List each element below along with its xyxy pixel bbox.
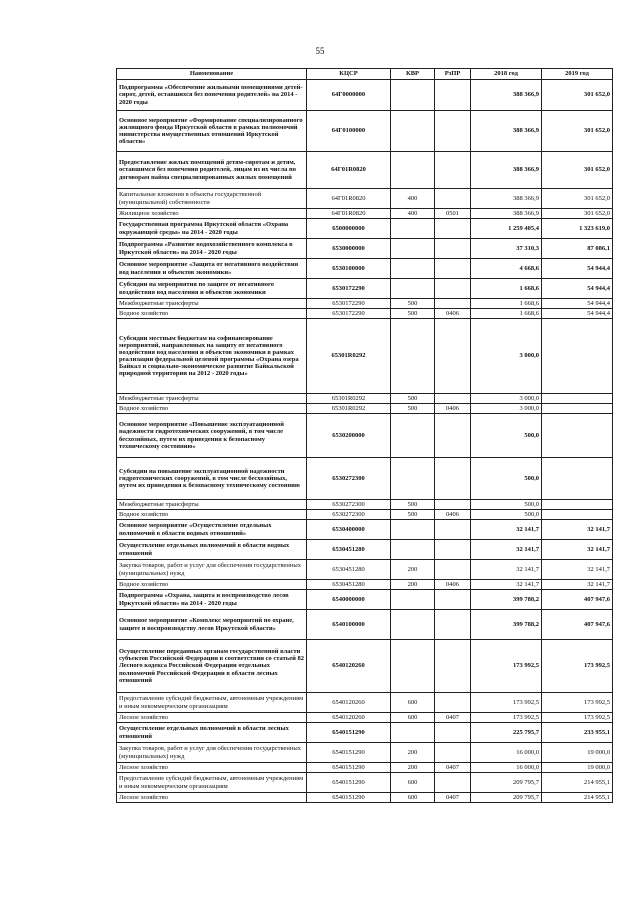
row-name-cell: Субсидии на мероприятия по защите от негативного воздействия вод населения и объектов экономики: [117, 279, 307, 299]
row-2018-cell: 388 366,9: [471, 209, 542, 219]
row-kvr-cell: 200: [391, 763, 435, 773]
row-2019-cell: 32 141,7: [542, 580, 613, 590]
table-row: [117, 640, 613, 693]
table-row: [117, 590, 613, 610]
row-name-cell: Межбюджетные трансферты: [117, 500, 307, 510]
row-kvr-cell: 200: [391, 580, 435, 590]
row-name-cell: Водное хозяйство: [117, 510, 307, 520]
row-2019-cell: [542, 414, 613, 458]
row-2019-cell: 301 652,0: [542, 209, 613, 219]
row-kcsr-cell: 64Г0100000: [307, 111, 391, 152]
row-2018-cell: 209 795,7: [471, 773, 542, 793]
row-rzpr-cell: [435, 152, 471, 189]
row-kvr-cell: [391, 111, 435, 152]
row-name-cell: Предоставление субсидий бюджетным, автономным учреждениям и иным некоммерческим организациям: [117, 773, 307, 793]
row-name-cell: Подпрограмма «Обеспечение жильными помещениями детей-сирот, детей, оставшихся без попечения родителей» на 2014 - 2020 годы: [117, 80, 307, 111]
row-2019-cell: 54 944,4: [542, 279, 613, 299]
row-kvr-cell: 600: [391, 793, 435, 803]
row-rzpr-cell: [435, 743, 471, 763]
row-name-cell: Субсидии местным бюджетам на софинансирование мероприятий, направленных на защиту от негативного воздействия вод населения и объектов экономики в рамках реализации федеральной целевой программы «Охрана озера Байкал и социально-экономическое развитие Байкальской природной территории на 2012 - 2020 годы»: [117, 319, 307, 394]
row-name-cell: Основное мероприятие «Осуществление отдельных полномочий в области водных отношений»: [117, 520, 307, 540]
row-name-cell: Предоставление субсидий бюджетным, автономным учреждениям и иным некоммерческим организациям: [117, 693, 307, 713]
row-kcsr-cell: 65301R0292: [307, 394, 391, 404]
row-kcsr-cell: 6530172290: [307, 279, 391, 299]
row-rzpr-cell: 0407: [435, 763, 471, 773]
row-kcsr-cell: 6500000000: [307, 219, 391, 239]
header-kvr: КВР: [391, 69, 435, 80]
row-kvr-cell: 500: [391, 394, 435, 404]
row-2018-cell: 173 992,5: [471, 713, 542, 723]
row-2018-cell: 32 141,7: [471, 560, 542, 580]
row-kvr-cell: [391, 80, 435, 111]
row-2019-cell: 407 947,6: [542, 610, 613, 640]
row-2019-cell: 32 141,7: [542, 560, 613, 580]
row-kcsr-cell: 6530272300: [307, 510, 391, 520]
row-kcsr-cell: 6530451280: [307, 560, 391, 580]
row-kvr-cell: 500: [391, 309, 435, 319]
row-2018-cell: 1 668,6: [471, 309, 542, 319]
row-rzpr-cell: [435, 219, 471, 239]
table-row: [117, 723, 613, 743]
row-kvr-cell: 200: [391, 560, 435, 580]
row-name-cell: Жилищное хозяйство: [117, 209, 307, 219]
row-kcsr-cell: 64Г01R0820: [307, 152, 391, 189]
row-2019-cell: 214 955,1: [542, 793, 613, 803]
row-2018-cell: 388 366,9: [471, 189, 542, 209]
row-2019-cell: [542, 319, 613, 394]
row-rzpr-cell: [435, 279, 471, 299]
row-name-cell: Капитальные вложения в объекты государственной (муниципальной) собственности: [117, 189, 307, 209]
row-kcsr-cell: 6540151290: [307, 793, 391, 803]
row-2018-cell: 500,0: [471, 510, 542, 520]
table-row: [117, 299, 613, 309]
row-rzpr-cell: 0406: [435, 404, 471, 414]
row-name-cell: Осуществление отдельных полномочий в области водных отношений: [117, 540, 307, 560]
row-rzpr-cell: [435, 394, 471, 404]
table-row: [117, 309, 613, 319]
row-2018-cell: 500,0: [471, 458, 542, 500]
row-kcsr-cell: 64Г0000000: [307, 80, 391, 111]
page-number: 55: [315, 46, 325, 56]
row-kcsr-cell: 6540120260: [307, 640, 391, 693]
row-2018-cell: 16 000,0: [471, 743, 542, 763]
row-kcsr-cell: 6530400000: [307, 520, 391, 540]
header-rzpr: РзПР: [435, 69, 471, 80]
row-2019-cell: 173 992,5: [542, 693, 613, 713]
row-2018-cell: 399 788,2: [471, 590, 542, 610]
row-rzpr-cell: [435, 773, 471, 793]
row-kvr-cell: [391, 319, 435, 394]
row-kcsr-cell: 6540151290: [307, 743, 391, 763]
row-2019-cell: [542, 394, 613, 404]
table-row: [117, 239, 613, 259]
row-rzpr-cell: [435, 80, 471, 111]
row-name-cell: Закупка товаров, работ и услуг для обеспечения государственных (муниципальных) нужд: [117, 560, 307, 580]
table-row: [117, 111, 613, 152]
row-rzpr-cell: [435, 520, 471, 540]
row-2018-cell: 173 992,5: [471, 640, 542, 693]
row-kcsr-cell: 6540151290: [307, 723, 391, 743]
row-kvr-cell: [391, 723, 435, 743]
row-rzpr-cell: 0406: [435, 510, 471, 520]
row-2018-cell: 4 668,6: [471, 259, 542, 279]
row-kvr-cell: 500: [391, 510, 435, 520]
row-2019-cell: 54 944,4: [542, 259, 613, 279]
row-name-cell: Государственная программа Иркутской области «Охрана окружающей среды» на 2014 - 2020 годы: [117, 219, 307, 239]
row-2018-cell: 500,0: [471, 500, 542, 510]
row-rzpr-cell: 0501: [435, 209, 471, 219]
row-2018-cell: 37 310,3: [471, 239, 542, 259]
row-rzpr-cell: [435, 239, 471, 259]
row-name-cell: Основное мероприятие «Комплекс мероприятий по охране, защите и воспроизводству лесов Иркутской области»: [117, 610, 307, 640]
row-kvr-cell: [391, 640, 435, 693]
row-name-cell: Водное хозяйство: [117, 404, 307, 414]
header-2018: 2018 год: [471, 69, 542, 80]
row-kvr-cell: 500: [391, 500, 435, 510]
row-rzpr-cell: [435, 111, 471, 152]
row-name-cell: Основное мероприятие «Защита от негативного воздействия вод населения и объектов экономики»: [117, 259, 307, 279]
table-row: [117, 763, 613, 773]
row-2019-cell: [542, 404, 613, 414]
table-row: [117, 520, 613, 540]
table-row: [117, 743, 613, 763]
row-2019-cell: 301 652,0: [542, 80, 613, 111]
row-kcsr-cell: 6540120260: [307, 693, 391, 713]
table-row: [117, 793, 613, 803]
row-kvr-cell: 400: [391, 189, 435, 209]
row-kcsr-cell: 6530000000: [307, 239, 391, 259]
row-name-cell: Лесное хозяйство: [117, 763, 307, 773]
row-2019-cell: 19 000,0: [542, 743, 613, 763]
row-kcsr-cell: 6530200000: [307, 414, 391, 458]
table-row: [117, 773, 613, 793]
row-kvr-cell: 600: [391, 773, 435, 793]
row-kcsr-cell: 6540151290: [307, 773, 391, 793]
row-2019-cell: 87 086,1: [542, 239, 613, 259]
row-kvr-cell: [391, 259, 435, 279]
table-row: [117, 560, 613, 580]
row-kvr-cell: [391, 458, 435, 500]
row-rzpr-cell: 0406: [435, 309, 471, 319]
row-2018-cell: 3 000,0: [471, 319, 542, 394]
row-2019-cell: 301 652,0: [542, 152, 613, 189]
row-rzpr-cell: 0407: [435, 713, 471, 723]
row-name-cell: Водное хозяйство: [117, 580, 307, 590]
row-2019-cell: 54 944,4: [542, 309, 613, 319]
row-kcsr-cell: 64Г01R0820: [307, 189, 391, 209]
row-kvr-cell: [391, 152, 435, 189]
budget-table: [116, 68, 613, 803]
row-rzpr-cell: [435, 500, 471, 510]
row-kcsr-cell: 6530172290: [307, 309, 391, 319]
row-2019-cell: 32 141,7: [542, 520, 613, 540]
row-2018-cell: 32 141,7: [471, 540, 542, 560]
row-name-cell: Субсидии на повышение эксплуатационной надежности гидротехнических сооружений, в том числе бесхозяйных, путем их приведения к безопасному техническому состоянию: [117, 458, 307, 500]
row-kvr-cell: [391, 239, 435, 259]
row-kvr-cell: [391, 219, 435, 239]
row-kvr-cell: 500: [391, 299, 435, 309]
table-row: [117, 510, 613, 520]
row-rzpr-cell: 0407: [435, 793, 471, 803]
row-name-cell: Закупка товаров, работ и услуг для обеспечения государственных (муниципальных) нужд: [117, 743, 307, 763]
row-name-cell: Подпрограмма «Развитие водохозяйственного комплекса в Иркутской области» на 2014 - 2020 годы: [117, 239, 307, 259]
table-row: [117, 259, 613, 279]
table-row: [117, 404, 613, 414]
row-2019-cell: 301 652,0: [542, 111, 613, 152]
row-name-cell: Межбюджетные трансферты: [117, 299, 307, 309]
row-name-cell: Лесное хозяйство: [117, 713, 307, 723]
row-kcsr-cell: 65301R0292: [307, 404, 391, 414]
table-row: [117, 693, 613, 713]
row-2018-cell: 32 141,7: [471, 580, 542, 590]
row-2019-cell: [542, 458, 613, 500]
row-kvr-cell: [391, 279, 435, 299]
row-rzpr-cell: [435, 590, 471, 610]
row-2019-cell: 407 947,6: [542, 590, 613, 610]
row-name-cell: Лесное хозяйство: [117, 793, 307, 803]
row-2018-cell: 3 000,0: [471, 394, 542, 404]
row-rzpr-cell: [435, 723, 471, 743]
row-rzpr-cell: [435, 299, 471, 309]
row-2018-cell: 388 366,9: [471, 80, 542, 111]
row-2018-cell: 173 992,5: [471, 693, 542, 713]
row-2018-cell: 3 000,0: [471, 404, 542, 414]
row-2018-cell: 32 141,7: [471, 520, 542, 540]
row-rzpr-cell: 0406: [435, 580, 471, 590]
row-kcsr-cell: 6540100000: [307, 610, 391, 640]
row-2019-cell: 19 000,0: [542, 763, 613, 773]
row-2019-cell: [542, 510, 613, 520]
row-2018-cell: 1 259 405,4: [471, 219, 542, 239]
table-row: [117, 319, 613, 394]
row-rzpr-cell: [435, 540, 471, 560]
row-name-cell: Осуществление отдельных полномочий в области лесных отношений: [117, 723, 307, 743]
row-kvr-cell: 600: [391, 713, 435, 723]
row-2018-cell: 225 795,7: [471, 723, 542, 743]
table-row: [117, 580, 613, 590]
table-body: [117, 80, 613, 803]
row-2018-cell: 209 795,7: [471, 793, 542, 803]
row-2019-cell: 301 652,0: [542, 189, 613, 209]
row-2019-cell: [542, 500, 613, 510]
row-name-cell: Подпрограмма «Охрана, защита и воспроизводство лесов Иркутской области» на 2014 - 2020 годы: [117, 590, 307, 610]
table-row: [117, 610, 613, 640]
row-kcsr-cell: 6540120260: [307, 713, 391, 723]
row-rzpr-cell: [435, 610, 471, 640]
row-kcsr-cell: 64Г01R0820: [307, 209, 391, 219]
row-kvr-cell: 400: [391, 209, 435, 219]
row-rzpr-cell: [435, 319, 471, 394]
table-row: [117, 80, 613, 111]
row-2019-cell: 1 323 619,0: [542, 219, 613, 239]
row-2018-cell: 388 366,9: [471, 152, 542, 189]
row-rzpr-cell: [435, 189, 471, 209]
row-2018-cell: 500,0: [471, 414, 542, 458]
row-rzpr-cell: [435, 259, 471, 279]
row-kcsr-cell: 6530172290: [307, 299, 391, 309]
table-row: [117, 458, 613, 500]
header-kcsr: КЦСР: [307, 69, 391, 80]
table-row: [117, 414, 613, 458]
row-kcsr-cell: 6540151290: [307, 763, 391, 773]
row-kvr-cell: [391, 540, 435, 560]
row-kvr-cell: [391, 414, 435, 458]
row-kvr-cell: 200: [391, 743, 435, 763]
row-rzpr-cell: [435, 560, 471, 580]
row-kcsr-cell: 6530451280: [307, 540, 391, 560]
row-name-cell: Осуществление переданных органам государственной власти субъектов Российской Федерации в соответствии со статьей 82 Лесного кодекса Российской Федерации отдельных полномочий Российской Федерации в области лесных отношений: [117, 640, 307, 693]
table-row: [117, 219, 613, 239]
row-kcsr-cell: 6530272300: [307, 500, 391, 510]
row-2019-cell: 233 955,1: [542, 723, 613, 743]
row-kvr-cell: [391, 610, 435, 640]
table-row: [117, 152, 613, 189]
row-kcsr-cell: 65301R0292: [307, 319, 391, 394]
table-row: [117, 189, 613, 209]
row-kcsr-cell: 6530451280: [307, 580, 391, 590]
row-2019-cell: 173 992,5: [542, 713, 613, 723]
row-name-cell: Основное мероприятие «Повышение эксплуатационной надежности гидротехнических сооружений, в том числе бесхозяйных, путем их приведения к безопасному техническому состоянию»: [117, 414, 307, 458]
row-rzpr-cell: [435, 693, 471, 713]
row-kcsr-cell: 6530272300: [307, 458, 391, 500]
row-name-cell: Основное мероприятие «Формирование специализированного жилищного фонда Иркутской области в рамках полномочий министерства имущественных отношений Иркутской области»: [117, 111, 307, 152]
row-2019-cell: 54 944,4: [542, 299, 613, 309]
row-2018-cell: 1 668,6: [471, 299, 542, 309]
table-row: [117, 540, 613, 560]
table-row: [117, 500, 613, 510]
row-rzpr-cell: [435, 640, 471, 693]
row-2018-cell: 1 668,6: [471, 279, 542, 299]
table-row: [117, 279, 613, 299]
row-2018-cell: 388 366,9: [471, 111, 542, 152]
row-kvr-cell: [391, 590, 435, 610]
row-kcsr-cell: 6540000000: [307, 590, 391, 610]
row-rzpr-cell: [435, 414, 471, 458]
row-name-cell: Предоставление жилых помещений детям-сиротам и детям, оставшимся без попечения родителей, лицам из их числа по договорам найма специализированных жилых помещений: [117, 152, 307, 189]
header-name: Наименование: [117, 69, 307, 80]
row-2019-cell: 214 955,1: [542, 773, 613, 793]
row-kvr-cell: [391, 520, 435, 540]
row-rzpr-cell: [435, 458, 471, 500]
row-2018-cell: 16 000,0: [471, 763, 542, 773]
table-row: [117, 713, 613, 723]
row-2018-cell: 399 788,2: [471, 610, 542, 640]
table-row: [117, 394, 613, 404]
row-name-cell: Водное хозяйство: [117, 309, 307, 319]
row-2019-cell: 173 992,5: [542, 640, 613, 693]
table-row: [117, 209, 613, 219]
row-kcsr-cell: 6530100000: [307, 259, 391, 279]
header-2019: 2019 год: [542, 69, 613, 80]
row-kvr-cell: 500: [391, 404, 435, 414]
table-header-row: [117, 69, 613, 80]
row-2019-cell: 32 141,7: [542, 540, 613, 560]
row-kvr-cell: 600: [391, 693, 435, 713]
row-name-cell: Межбюджетные трансферты: [117, 394, 307, 404]
